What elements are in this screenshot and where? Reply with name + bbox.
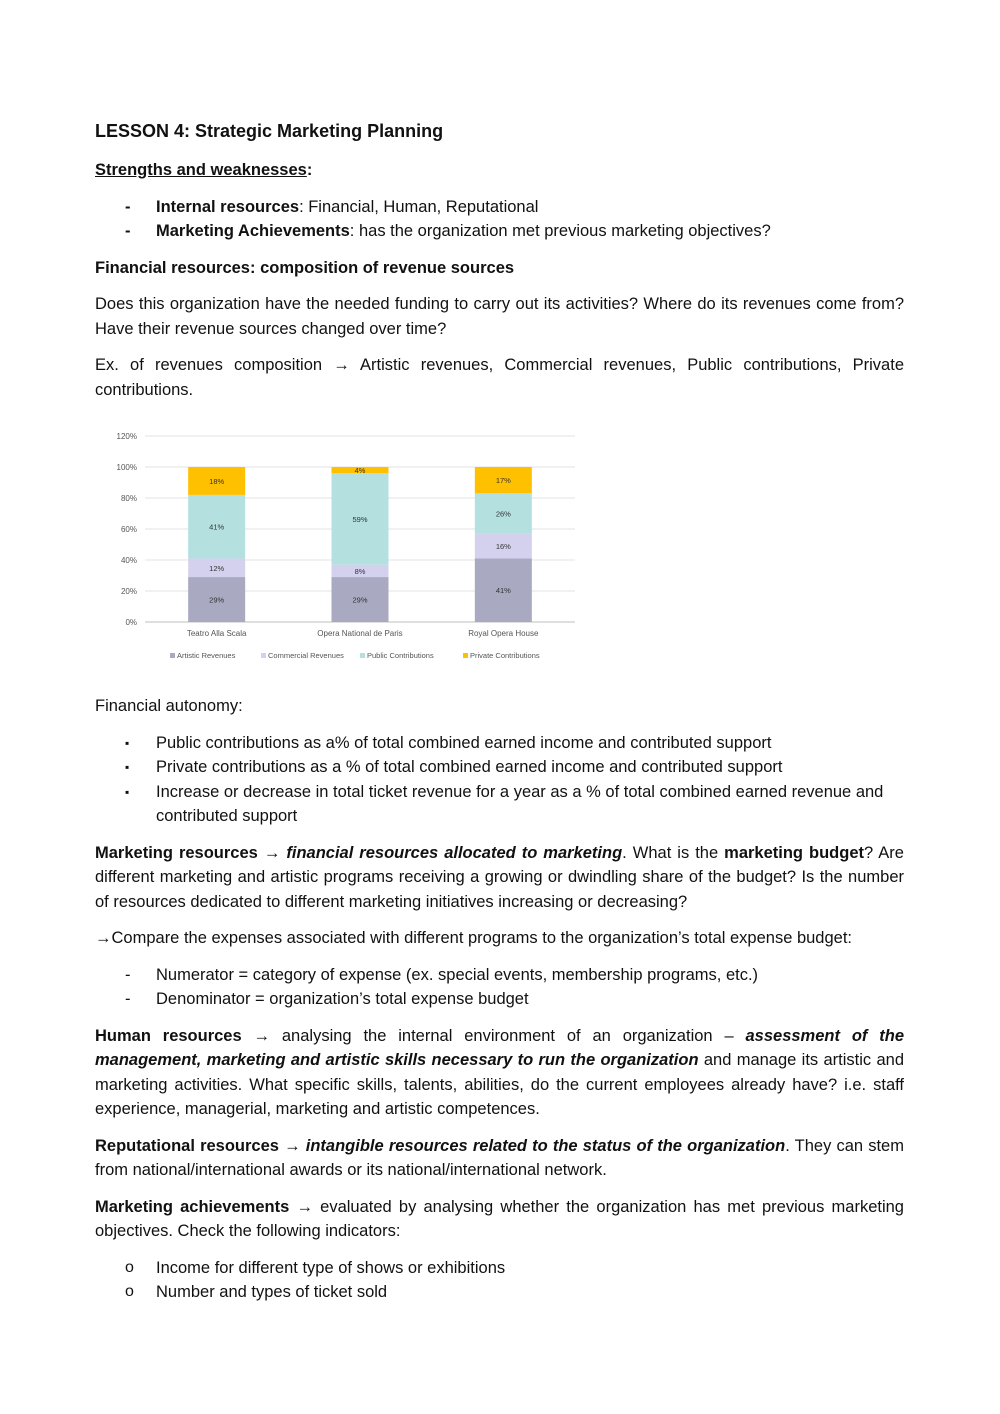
arrow-icon: → <box>253 1026 271 1045</box>
document-page <box>95 118 904 1317</box>
data-label: 12% <box>209 563 225 573</box>
list-item: ▪ Increase or decrease in total ticket revenue for a year as a % of total combined earned revenue and contributed support <box>95 780 904 829</box>
square-bullet: ▪ <box>125 784 130 799</box>
arrow-icon: → <box>296 1197 313 1216</box>
list-item: o Income for different type of shows or exhibitions <box>95 1256 904 1281</box>
y-tick-label: 40% <box>120 556 137 565</box>
x-tick-label: Opera National de Paris <box>317 629 403 638</box>
square-bullet: ▪ <box>125 735 130 750</box>
example-paragraph: Ex. of revenues composition → Artistic revenues, Commercial revenues, Public contributions, Private contributions. <box>95 356 904 399</box>
legend-swatch <box>261 653 266 658</box>
legend-label: Artistic Revenues <box>177 651 236 660</box>
dash-bullet: - <box>125 990 131 1008</box>
data-label: 29% <box>352 595 368 605</box>
data-label: 17% <box>495 476 511 486</box>
autonomy-list <box>95 731 904 829</box>
circle-bullet: o <box>125 1283 134 1300</box>
marketing-achievements-paragraph: Marketing achievements → evaluated by analysing whether the organization has met previous marketing objectives. Check the following indicators: <box>95 1197 904 1240</box>
autonomy-heading: Financial autonomy: <box>95 697 243 715</box>
section-heading: Strengths and weaknesses: <box>95 161 313 179</box>
arrow-icon: → <box>333 356 350 374</box>
square-bullet: ▪ <box>125 760 130 774</box>
legend-swatch <box>463 653 468 658</box>
legend-swatch <box>360 653 365 658</box>
resources-list <box>95 195 904 244</box>
data-label: 41% <box>209 522 225 532</box>
data-label: 16% <box>495 542 511 552</box>
marketing-resources-paragraph: Marketing resources → financial resources allocated to marketing. What is the marketing budget? Are different marketing and artistic programs receiving a growing or dwindling share of the budget? Is the number of resources dedicated to different marketing initiatives increasing or decreasing? <box>95 843 904 911</box>
circle-bullet: o <box>125 1258 134 1276</box>
dash-bullet: - <box>125 222 131 240</box>
y-tick-label: 0% <box>125 618 137 627</box>
data-label: 26% <box>495 509 511 519</box>
data-label: 29% <box>209 595 225 605</box>
revenue-chart-svg <box>95 426 585 676</box>
dash-bullet: - <box>125 197 131 216</box>
legend-label: Commercial Revenues <box>268 651 344 660</box>
list-item: - Numerator = category of expense (ex. special events, membership programs, etc.) <box>95 963 904 988</box>
x-tick-label: Teatro Alla Scala <box>186 629 247 638</box>
arrow-icon: → <box>284 1136 301 1155</box>
data-label: 8% <box>354 566 366 576</box>
arrow-icon: → <box>95 929 112 947</box>
y-tick-label: 20% <box>120 587 137 596</box>
list-item: - Internal resources: Financial, Human, Reputational <box>95 195 904 220</box>
human-resources-paragraph: Human resources → analysing the internal environment of an organization – assessment of the management, marketing and artistic skills necessary to run the organization and manage its artistic and marketing activities. What specific skills, talents, abilities, do the current employees already have? i.e. staff experience, managerial, marketing and artistic competences. <box>95 1026 904 1118</box>
data-label: 41% <box>495 586 511 596</box>
compare-paragraph: →Compare the expenses associated with different programs to the organization’s total expense budget: <box>95 929 853 947</box>
data-label: 59% <box>352 514 368 524</box>
financial-paragraph: Does this organization have the needed funding to carry out its activities? Where do its revenues come from? Have their revenue sources changed over time? <box>95 295 904 338</box>
y-tick-label: 80% <box>120 494 137 503</box>
list-item: - Marketing Achievements: has the organization met previous marketing objectives? <box>95 219 904 244</box>
x-tick-label: Royal Opera House <box>468 629 539 638</box>
ratio-list <box>95 963 904 1012</box>
arrow-icon: → <box>263 843 281 862</box>
data-label: 4% <box>354 466 366 476</box>
list-item: - Denominator = organization’s total expense budget <box>95 987 904 1012</box>
financial-heading: Financial resources: composition of revenue sources <box>95 258 515 277</box>
y-tick-label: 120% <box>116 432 137 441</box>
legend-label: Public Contributions <box>367 651 434 660</box>
page-title: LESSON 4: Strategic Marketing Planning <box>95 121 444 141</box>
indicators-list <box>95 1256 904 1305</box>
revenue-chart <box>95 426 585 676</box>
legend-swatch <box>170 653 175 658</box>
list-item: ▪ Public contributions as a% of total combined earned income and contributed support <box>95 731 904 756</box>
list-item: o Number and types of ticket sold <box>95 1280 904 1305</box>
dash-bullet: - <box>125 965 131 984</box>
legend-label: Private Contributions <box>470 651 540 660</box>
reputational-resources-paragraph: Reputational resources → intangible resources related to the status of the organization. They can stem from national/international awards or its national/international network. <box>95 1136 904 1179</box>
data-label: 18% <box>209 476 225 486</box>
y-tick-label: 100% <box>116 463 137 472</box>
list-item: ▪ Private contributions as a % of total combined earned income and contributed support <box>95 755 904 780</box>
y-tick-label: 60% <box>120 525 137 534</box>
